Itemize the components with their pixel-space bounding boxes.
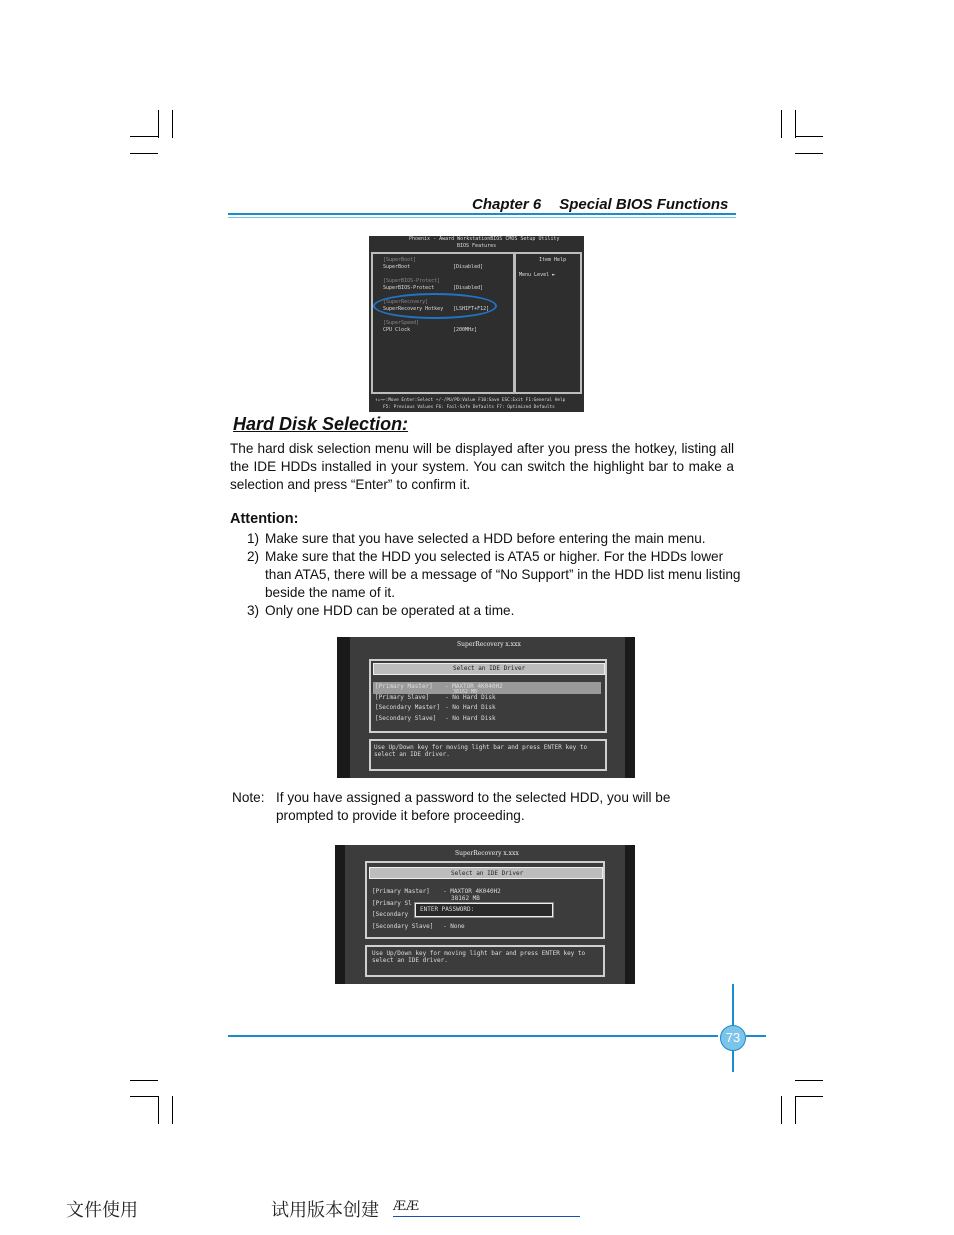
bios-row-value: [Disabled] xyxy=(453,264,484,270)
crop-mark xyxy=(795,153,823,154)
drive-label: [Secondary Slave] xyxy=(372,923,434,930)
bios-section-label: [SuperSpeed] xyxy=(383,320,420,326)
password-prompt: ENTER PASSWORD: xyxy=(420,906,475,913)
crop-mark xyxy=(795,136,823,137)
bios-row-value: [LSHIFT+F12] xyxy=(453,306,490,312)
bios-title-line1: Phoenix - Award WorkstationBIOS CMOS Setup Utility xyxy=(409,236,560,242)
recovery-title: SuperRecovery x.xxx xyxy=(455,850,519,857)
bios-row-label: SuperBoot xyxy=(383,264,411,270)
drive-size: 38162 MB xyxy=(453,689,478,695)
chapter-title: Special BIOS Functions xyxy=(559,196,729,213)
bios-section-label: [SuperRecovery] xyxy=(383,299,429,305)
drive-value: - No Hard Disk xyxy=(445,694,496,701)
bios-help-text: Menu Level ► xyxy=(519,272,556,278)
drive-value: - MAXTOR 4K040H2 xyxy=(443,888,501,895)
bios-row-label: SuperRecovery Hotkey xyxy=(383,306,444,312)
header-rule xyxy=(228,213,736,215)
crop-mark xyxy=(781,1096,782,1124)
bios-row-value: [200MHz] xyxy=(453,327,478,333)
drive-value: - No Hard Disk xyxy=(445,715,496,722)
crop-mark xyxy=(158,1096,159,1124)
bios-features-screenshot xyxy=(369,236,584,412)
bios-footer-line2: F5: Previous Values F6: Fail-Safe Defaults F7: Optimized Defaults xyxy=(383,405,555,410)
watermark-left: 文件使用 xyxy=(66,1200,138,1221)
recovery-title: SuperRecovery x.xxx xyxy=(457,641,521,648)
drive-value: - None xyxy=(443,923,465,930)
bios-footer-line1: ↑↓→←:Move Enter:Select +/-/PU/PD:Value F10:Save ESC:Exit F1:General Help xyxy=(375,398,566,403)
bios-help-title: Item Help xyxy=(539,257,567,263)
note-text: If you have assigned a password to the selected HDD, you will be prompted to provide it before proceeding. xyxy=(276,790,671,823)
bios-row-value: [Disabled] xyxy=(453,285,484,291)
note-label: Note: xyxy=(232,790,265,805)
drive-value: - No Hard Disk xyxy=(445,704,496,711)
page-number: 73 xyxy=(720,1025,746,1051)
list-item xyxy=(247,602,742,620)
box-title: Select an IDE Driver xyxy=(453,665,526,672)
bios-section-label: [SuperBIOS-Protect] xyxy=(383,278,441,284)
footer-rule xyxy=(228,1035,718,1037)
attention-list xyxy=(247,530,742,620)
bios-section-label: [SuperBoot] xyxy=(383,257,417,263)
drive-label: [Primary Sl xyxy=(372,900,412,907)
watermark-middle: 试用版本创建 xyxy=(271,1200,379,1221)
drive-label: [Primary Master] xyxy=(372,888,430,895)
list-number: 1) xyxy=(247,531,260,546)
crop-mark xyxy=(172,1096,173,1124)
drive-label: [Primary Slave] xyxy=(375,694,430,701)
crop-mark xyxy=(795,1080,823,1081)
watermark-underline xyxy=(393,1216,580,1217)
drive-label: [Primary Master] xyxy=(375,683,433,690)
crop-mark xyxy=(795,1096,823,1097)
crop-mark xyxy=(130,136,158,137)
superrecovery-screenshot xyxy=(337,637,635,778)
hint-text: Use Up/Down key for moving light bar and press ENTER key to select an IDE driver. xyxy=(372,950,586,964)
crop-mark xyxy=(795,1096,796,1124)
box-title: Select an IDE Driver xyxy=(451,870,524,877)
list-number: 2) xyxy=(247,549,260,564)
chapter-number: Chapter 6 xyxy=(472,196,542,213)
list-item xyxy=(247,530,742,548)
drive-size: 38162 MB xyxy=(451,895,480,902)
section-paragraph: The hard disk selection menu will be displayed after you press the hotkey, listing all the IDE HDDs installed in your system. You can switch the highlight bar to make a selection and press “Enter” to confirm it. xyxy=(230,441,734,492)
crop-mark xyxy=(172,110,173,138)
password-prompt-screenshot xyxy=(335,845,635,984)
drive-label: [Secondary xyxy=(372,911,409,918)
header-rule-thin xyxy=(228,217,736,218)
crop-mark xyxy=(130,1096,158,1097)
watermark-right: ÆÆ xyxy=(393,1199,420,1214)
list-text: Only one HDD can be operated at a time. xyxy=(265,603,515,618)
drive-value: - MAXTOR 4K040H2 xyxy=(445,683,503,690)
list-number: 3) xyxy=(247,603,260,618)
crop-mark xyxy=(795,110,796,138)
list-text: Make sure that the HDD you selected is ATA5 or higher. For the HDDs lower than ATA5, there will be a message of “No Support” in the HDD list menu listing beside the name of it. xyxy=(265,549,741,600)
chapter-header xyxy=(472,196,728,213)
drive-label: [Secondary Slave] xyxy=(375,715,437,722)
section-heading: Hard Disk Selection: xyxy=(233,414,409,434)
list-text: Make sure that you have selected a HDD before entering the main menu. xyxy=(265,531,706,546)
attention-label: Attention: xyxy=(230,511,299,527)
highlight-ellipse xyxy=(373,293,497,319)
crop-mark xyxy=(130,1080,158,1081)
hint-text: Use Up/Down key for moving light bar and press ENTER key to select an IDE driver. xyxy=(374,744,588,758)
drive-label: [Secondary Master] xyxy=(375,704,441,711)
bios-title-line2: BIOS Features xyxy=(457,243,497,249)
crop-mark xyxy=(781,110,782,138)
bios-row-label: SuperBIOS-Protect xyxy=(383,285,435,291)
bios-row-label: CPU Clock xyxy=(383,327,411,333)
list-item xyxy=(247,548,742,602)
crop-mark xyxy=(130,153,158,154)
crop-mark xyxy=(158,110,159,138)
footer-rule-stub xyxy=(746,1035,766,1037)
